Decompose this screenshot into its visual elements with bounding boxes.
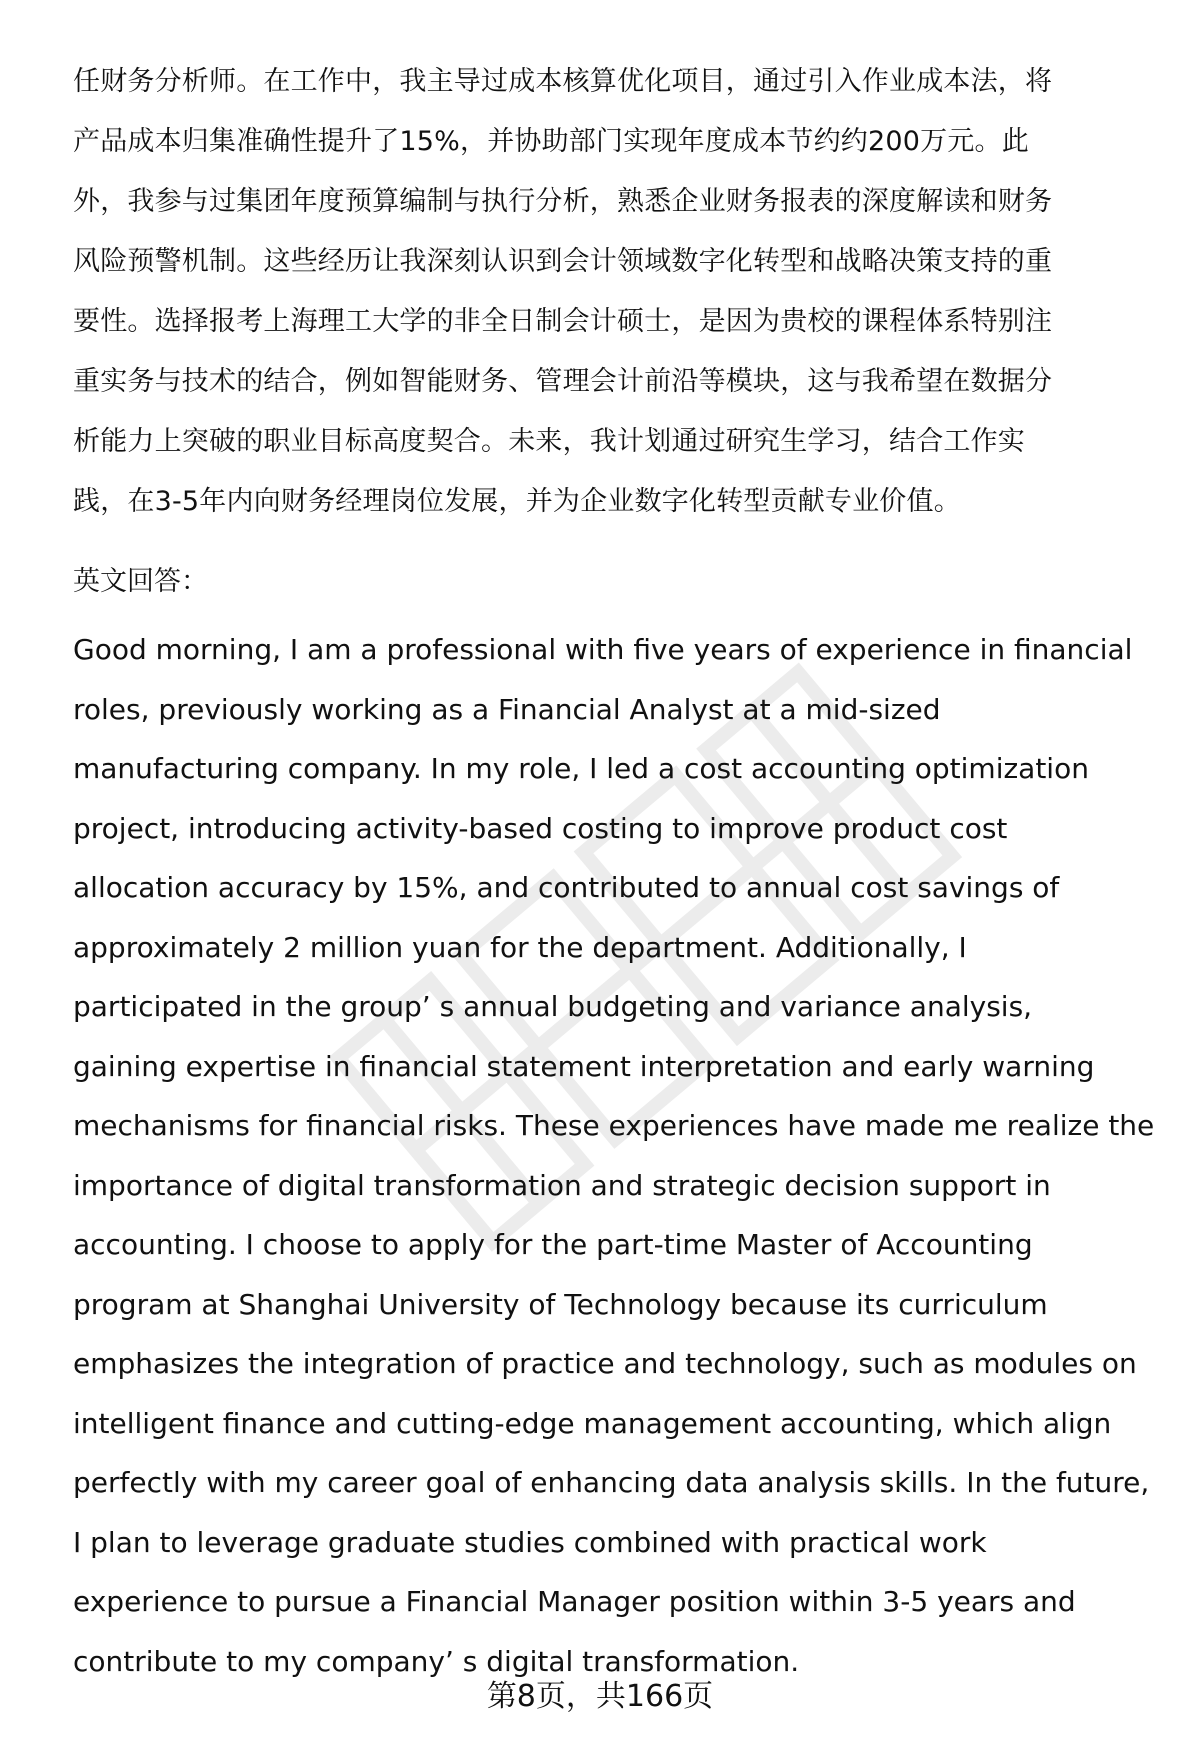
text-line: mechanisms for financial risks. These experiences have made me realize the [73, 1109, 1155, 1142]
text-line: 风险预警机制。这些经历让我深刻认识到会计领域数字化转型和战略决策支持的重 [73, 246, 1053, 277]
text-line: project, introducing activity-based costing to improve product cost [73, 811, 1008, 845]
text-line: Good morning, I am a professional with five years of experience in financial [73, 633, 1133, 666]
text-line: emphasizes the integration of practice and technology, such as modules on [73, 1347, 1137, 1380]
text-line: intelligent finance and cutting-edge management accounting, which align [73, 1406, 1112, 1440]
chinese-answer-paragraph [73, 52, 1148, 532]
text-line: participated in the group’ s annual budgeting and variance analysis, [73, 990, 1033, 1023]
page-number-footer: 第8页，共166页 [486, 1679, 714, 1714]
text-line: 要性。选择报考上海理工大学的非全日制会计硕士，是因为贵校的课程体系特别注 [73, 306, 1053, 337]
text-line: program at Shanghai University of Technology because its curriculum [73, 1287, 1048, 1321]
text-line: 任财务分析师。在工作中，我主导过成本核算优化项目，通过引入作业成本法，将 [73, 66, 1053, 97]
text-line: perfectly with my career goal of enhancing data analysis skills. In the future, [73, 1466, 1150, 1499]
text-line: 产品成本归集准确性提升了15%，并协助部门实现年度成本节约约200万元。此 [73, 126, 1029, 157]
text-line: contribute to my company’ s digital transformation. [73, 1644, 800, 1678]
text-line: 践，在3-5年内向财务经理岗位发展，并为企业数字化转型贡献专业价值。 [73, 486, 961, 517]
text-line: manufacturing company. In my role, I led a cost accounting optimization [73, 752, 1089, 785]
text-line: 外，我参与过集团年度预算编制与执行分析，熟悉企业财务报表的深度解读和财务 [73, 186, 1053, 217]
text-line: I plan to leverage graduate studies combined with practical work [73, 1525, 987, 1559]
text-line: gaining expertise in financial statement interpretation and early warning [73, 1049, 1095, 1083]
text-line: roles, previously working as a Financial Analyst at a mid-sized [73, 692, 941, 726]
text-line: experience to pursue a Financial Manager position within 3-5 years and [73, 1585, 1076, 1618]
text-line: approximately 2 million yuan for the department. Additionally, I [73, 930, 967, 964]
text-line: 析能力上突破的职业目标高度契合。未来，我计划通过研究生学习，结合工作实 [73, 426, 1025, 457]
text-line: importance of digital transformation and strategic decision support in [73, 1168, 1051, 1202]
text-line: allocation accuracy by 15%, and contributed to annual cost savings of [73, 871, 1060, 904]
english-answer-heading: 英文回答： [73, 566, 208, 597]
text-line: accounting. I choose to apply for the part-time Master of Accounting [73, 1228, 1033, 1261]
text-line: 重实务与技术的结合，例如智能财务、管理会计前沿等模块，这与我希望在数据分 [73, 366, 1053, 397]
english-answer-paragraph [73, 620, 1153, 1691]
